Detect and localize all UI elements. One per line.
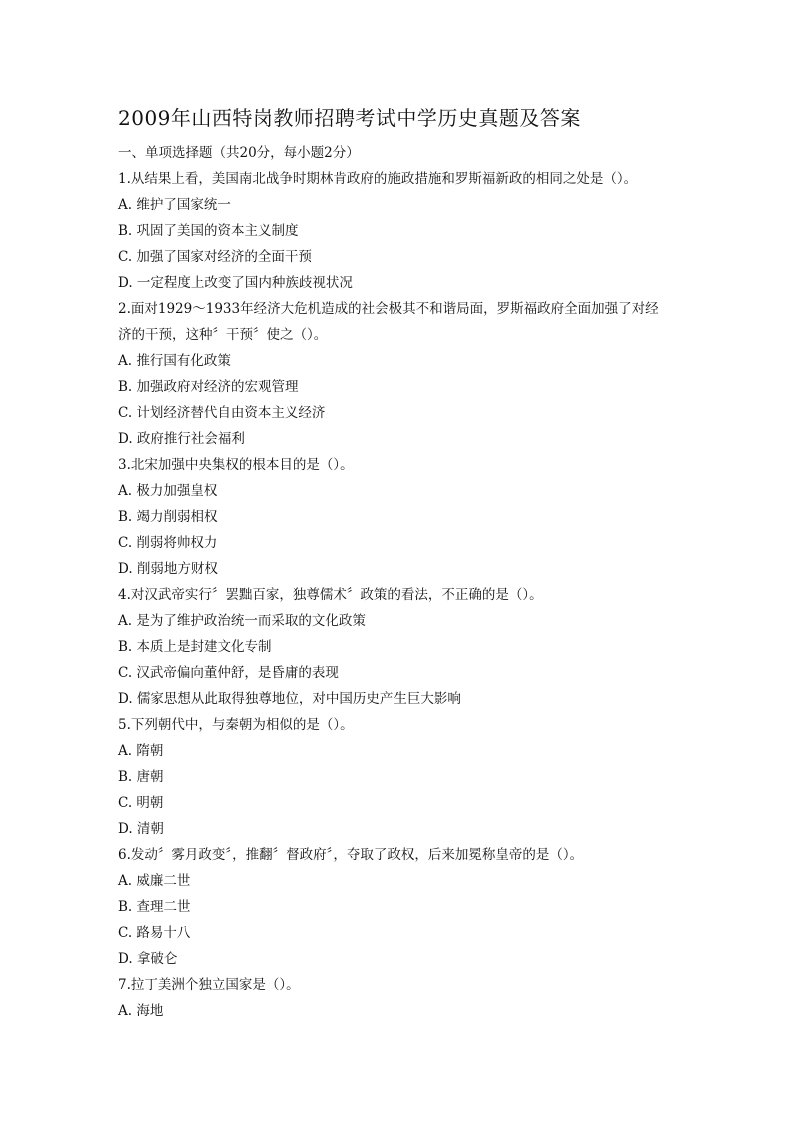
document-title: 2009年山西特岗教师招聘考试中学历史真题及答案	[118, 106, 581, 130]
section-heading: 一、单项选择题（共20分，每小题2分）	[118, 145, 360, 161]
answer-option: B. 唐朝	[118, 769, 164, 785]
question-1	[118, 166, 678, 296]
question-4	[118, 582, 678, 712]
answer-option: B. 加强政府对经济的宏观管理	[118, 379, 299, 395]
question-text: 3.北宋加强中央集权的根本目的是（）。	[118, 457, 354, 473]
answer-option: B. 本质上是封建文化专制	[118, 639, 272, 655]
question-text: 2.面对1929～1933年经济大危机造成的社会极其不和谐局面，罗斯福政府全面加强了对经	[118, 301, 659, 317]
answer-option: D. 削弱地方财权	[118, 561, 218, 577]
answer-option: D. 儒家思想从此取得独尊地位，对中国历史产生巨大影响	[118, 691, 461, 707]
answer-option: C. 加强了国家对经济的全面干预	[118, 249, 312, 265]
answer-option: A. 维护了国家统一	[118, 197, 231, 213]
answer-option: D. 拿破仑	[118, 951, 178, 967]
answer-option: D. 一定程度上改变了国内种族歧视状况	[118, 275, 353, 291]
answer-option: D. 清朝	[118, 821, 164, 837]
question-5	[118, 712, 678, 842]
question-2	[118, 296, 678, 452]
question-7	[118, 972, 678, 1024]
question-6	[118, 842, 678, 972]
document-body	[118, 140, 678, 1024]
question-text: 5.下列朝代中，与秦朝为相似的是（）。	[118, 717, 354, 733]
answer-option: C. 路易十八	[118, 925, 191, 941]
answer-option: A. 隋朝	[118, 743, 164, 759]
answer-option: C. 计划经济替代自由资本主义经济	[118, 405, 326, 421]
answer-option: A. 威廉二世	[118, 873, 191, 889]
answer-option: A. 海地	[118, 1003, 164, 1019]
question-3	[118, 452, 678, 582]
question-text: 6.发动〞雾月政变〞，推翻〞督政府〞，夺取了政权，后来加冕称皇帝的是（）。	[118, 847, 584, 863]
answer-option: B. 竭力削弱相权	[118, 509, 218, 525]
answer-option: A. 推行国有化政策	[118, 353, 231, 369]
answer-option: B. 查理二世	[118, 899, 191, 915]
answer-option: A. 是为了维护政治统一而采取的文化政策	[118, 613, 366, 629]
answer-option: A. 极力加强皇权	[118, 483, 218, 499]
question-text: 7.拉丁美洲个独立国家是（）。	[118, 977, 300, 993]
question-text-continued: 济的干预，这种〞干预〞使之（）。	[118, 327, 328, 343]
question-text: 4.对汉武帝实行〞罢黜百家，独尊儒术〞政策的看法，不正确的是（）。	[118, 587, 543, 603]
answer-option: C. 汉武帝偏向董仲舒，是昏庸的表现	[118, 665, 339, 681]
answer-option: C. 削弱将帅权力	[118, 535, 218, 551]
answer-option: C. 明朝	[118, 795, 164, 811]
answer-option: D. 政府推行社会福利	[118, 431, 245, 447]
question-text: 1.从结果上看，美国南北战争时期林肯政府的施政措施和罗斯福新政的相同之处是（）。	[118, 171, 638, 187]
answer-option: B. 巩固了美国的资本主义制度	[118, 223, 299, 239]
